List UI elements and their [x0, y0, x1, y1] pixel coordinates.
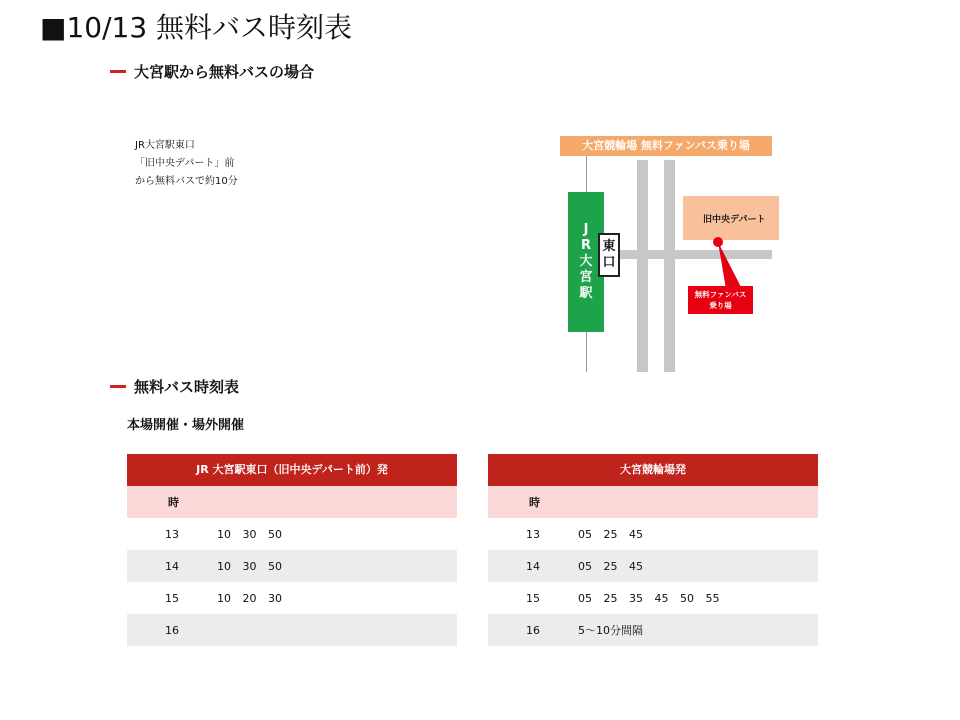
access-note: [135, 137, 238, 191]
pointer-triangle: [718, 242, 742, 289]
minutes-cell: 05 25 35 45 50 55: [578, 591, 720, 605]
table-row: [488, 518, 818, 550]
road-vertical-1: [637, 160, 648, 372]
east-exit-label: [598, 233, 620, 277]
hour-cell: 13: [165, 527, 179, 541]
hour-cell: 16: [165, 623, 179, 637]
minutes-cell: 10 20 30: [217, 591, 282, 605]
hour-cell: 13: [526, 527, 540, 541]
map-banner: 大宮競輪場 無料ファンバス乗り場: [560, 136, 772, 156]
station-char: R: [580, 238, 591, 253]
access-heading: 大宮駅から無料バスの場合: [134, 63, 315, 81]
hour-cell: 16: [526, 623, 540, 637]
bus-stop-pointer: [700, 232, 760, 292]
hour-column-header: 時: [168, 496, 179, 509]
road-vertical-2: [664, 160, 675, 372]
minutes-cell: 10 30 50: [217, 527, 282, 541]
table-title: 大宮競輪場発: [488, 454, 818, 486]
minutes-cell: 05 25 45: [578, 559, 643, 573]
minutes-cell: 05 25 45: [578, 527, 643, 541]
hour-cell: 15: [526, 591, 540, 605]
section-marker: [110, 70, 126, 73]
east-exit-char: 東: [602, 239, 616, 254]
minutes-cell: 10 30 50: [217, 559, 282, 573]
hour-cell: 14: [165, 559, 179, 573]
table-title: JR 大宮駅東口（旧中央デパート前）発: [127, 454, 457, 486]
table-row: [127, 614, 457, 646]
table-row: [488, 582, 818, 614]
access-note-line: から無料バスで約10分: [135, 176, 238, 187]
table-row: [488, 550, 818, 582]
table-header-row: [127, 486, 457, 518]
hour-column-header: 時: [529, 496, 540, 509]
access-note-line: 「旧中央デパート」前: [135, 158, 235, 169]
timetable-subheading: 本場開催・場外開催: [127, 418, 245, 433]
station-char: J: [583, 222, 589, 237]
table-row: [127, 582, 457, 614]
east-exit-char: 口: [602, 255, 616, 270]
former-chuo-department-store: 旧中央デパート: [683, 196, 779, 240]
bus-stop-label: [688, 286, 753, 314]
bus-stop-line: 乗り場: [709, 301, 732, 310]
table-row: [488, 614, 818, 646]
access-note-line: JR大宮駅東口: [135, 140, 195, 151]
hour-cell: 15: [165, 591, 179, 605]
hour-cell: 14: [526, 559, 540, 573]
timetable-omiya-velodrome: [488, 454, 818, 646]
station-char: 駅: [579, 286, 593, 301]
station-char: 宮: [579, 270, 593, 285]
minutes-cell: 5～10分間隔: [578, 624, 643, 637]
bus-stop-line: 無料ファンバス: [694, 290, 747, 299]
page-title: ■10/13 無料バス時刻表: [40, 11, 353, 44]
section-marker: [110, 385, 126, 388]
timetable-omiya-station: [127, 454, 457, 646]
table-row: [127, 518, 457, 550]
timetable-heading: 無料バス時刻表: [134, 378, 240, 396]
table-header-row: [488, 486, 818, 518]
bus-stop-dot: [713, 237, 723, 247]
station-char: 大: [579, 254, 593, 269]
table-row: [127, 550, 457, 582]
